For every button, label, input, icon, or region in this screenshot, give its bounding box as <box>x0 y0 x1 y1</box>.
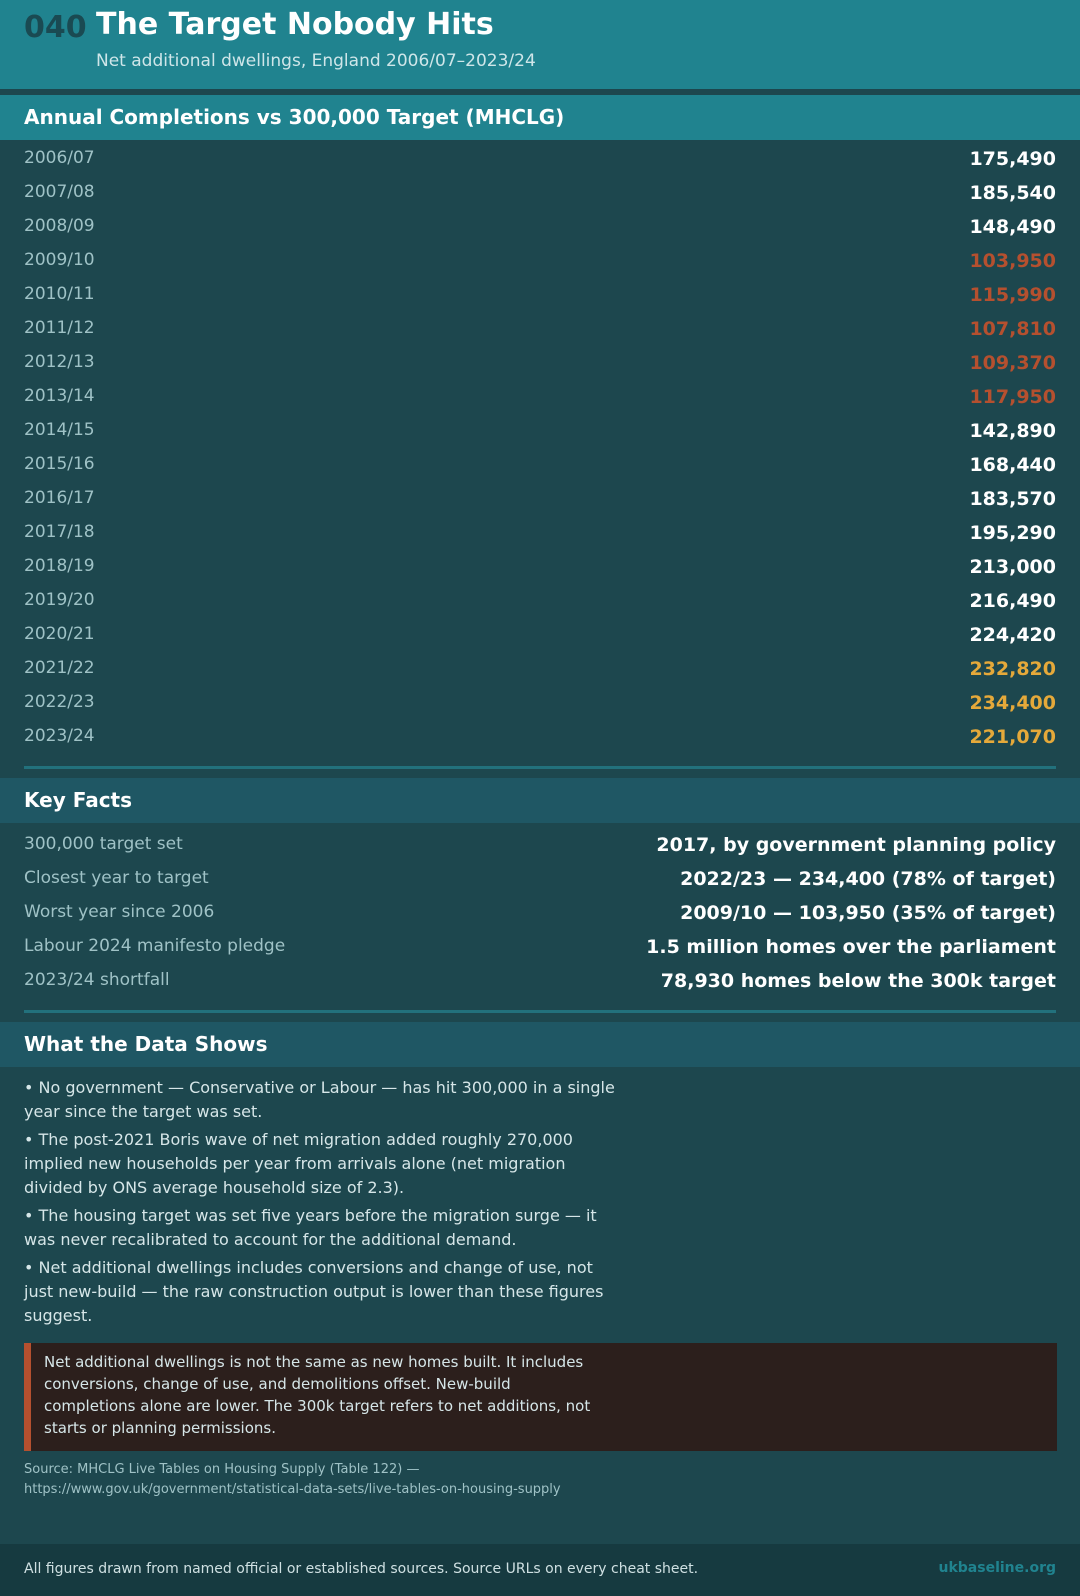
caveat-note-text: Net additional dwellings is not the same as new homes built. It includes conversions, change of use, and demolitions offset. New-build completions alone are lower. The 300k target refers to net additions, not starts or planning permissions. <box>44 1353 591 1437</box>
row-value: 213,000 <box>969 556 1056 578</box>
footer-text: All figures drawn from named official or established sources. Source URLs on every cheat sheet. <box>24 1561 699 1577</box>
bullet-point: • The housing target was set five years before the migration surge — it was never recalibrated to account for the additional demand. <box>24 1206 597 1249</box>
fact-label: 2023/24 shortfall <box>24 970 170 990</box>
table-row <box>24 686 1056 720</box>
row-value: 224,420 <box>969 624 1056 646</box>
completions-heading: Annual Completions vs 300,000 Target (MHCLG) <box>0 95 1080 140</box>
table-row <box>24 210 1056 244</box>
row-year: 2023/24 <box>24 726 95 746</box>
row-value: 148,490 <box>969 216 1056 238</box>
fact-row <box>24 896 1056 930</box>
row-year: 2019/20 <box>24 590 95 610</box>
table-row <box>24 618 1056 652</box>
fact-value: 1.5 million homes over the parliament <box>646 936 1056 958</box>
page-footer <box>0 1544 1080 1596</box>
row-year: 2016/17 <box>24 488 95 508</box>
source-citation: Source: MHCLG Live Tables on Housing Supply (Table 122) — https://www.gov.uk/government/statistical-data-sets/live-tables-on-housing-supply <box>24 1462 561 1497</box>
fact-row <box>24 862 1056 896</box>
fact-value: 2022/23 — 234,400 (78% of target) <box>680 868 1056 890</box>
fact-row <box>24 964 1056 998</box>
row-value: 117,950 <box>969 386 1056 408</box>
table-row <box>24 720 1056 754</box>
table-row <box>24 652 1056 686</box>
row-value: 109,370 <box>969 352 1056 374</box>
section-divider <box>24 766 1056 769</box>
fact-value: 2017, by government planning policy <box>656 834 1056 856</box>
row-value: 195,290 <box>969 522 1056 544</box>
row-value: 221,070 <box>969 726 1056 748</box>
row-value: 107,810 <box>969 318 1056 340</box>
row-value: 115,990 <box>969 284 1056 306</box>
row-value: 142,890 <box>969 420 1056 442</box>
table-row <box>24 414 1056 448</box>
key-facts-table <box>24 828 1056 998</box>
row-year: 2017/18 <box>24 522 95 542</box>
table-row <box>24 550 1056 584</box>
row-value: 103,950 <box>969 250 1056 272</box>
bullet-point: • No government — Conservative or Labour — has hit 300,000 in a single year since the target was set. <box>24 1078 615 1121</box>
row-year: 2015/16 <box>24 454 95 474</box>
table-row <box>24 584 1056 618</box>
bullet-point: • The post-2021 Boris wave of net migration added roughly 270,000 implied new households per year from arrivals alone (net migration divided by ONS average household size of 2.3). <box>24 1130 573 1197</box>
row-year: 2021/22 <box>24 658 95 678</box>
row-year: 2022/23 <box>24 692 95 712</box>
sheet-number: 040 <box>24 10 87 45</box>
row-year: 2008/09 <box>24 216 95 236</box>
fact-label: Labour 2024 manifesto pledge <box>24 936 286 956</box>
row-value: 232,820 <box>969 658 1056 680</box>
row-value: 216,490 <box>969 590 1056 612</box>
row-value: 234,400 <box>969 692 1056 714</box>
table-row <box>24 142 1056 176</box>
fact-value: 2009/10 — 103,950 (35% of target) <box>680 902 1056 924</box>
row-value: 168,440 <box>969 454 1056 476</box>
page-header <box>0 0 1080 89</box>
fact-row <box>24 930 1056 964</box>
row-value: 183,570 <box>969 488 1056 510</box>
row-year: 2012/13 <box>24 352 95 372</box>
table-row <box>24 278 1056 312</box>
row-value: 185,540 <box>969 182 1056 204</box>
row-year: 2011/12 <box>24 318 95 338</box>
table-row <box>24 482 1056 516</box>
section-divider <box>24 1010 1056 1013</box>
bullet-point: • Net additional dwellings includes conversions and change of use, not just new-build — the raw construction output is lower than these figures suggest. <box>24 1258 604 1325</box>
data-shows-bullets <box>24 1076 624 1332</box>
data-shows-heading: What the Data Shows <box>0 1022 1080 1067</box>
row-year: 2010/11 <box>24 284 95 304</box>
row-year: 2009/10 <box>24 250 95 270</box>
row-year: 2013/14 <box>24 386 95 406</box>
row-year: 2006/07 <box>24 148 95 168</box>
row-year: 2020/21 <box>24 624 95 644</box>
table-row <box>24 312 1056 346</box>
page-subtitle: Net additional dwellings, England 2006/07–2023/24 <box>96 51 536 71</box>
table-row <box>24 448 1056 482</box>
fact-value: 78,930 homes below the 300k target <box>660 970 1056 992</box>
row-year: 2014/15 <box>24 420 95 440</box>
page-title: The Target Nobody Hits <box>96 7 494 42</box>
table-row <box>24 176 1056 210</box>
table-row <box>24 380 1056 414</box>
fact-row <box>24 828 1056 862</box>
completions-table <box>24 142 1056 754</box>
row-year: 2018/19 <box>24 556 95 576</box>
row-year: 2007/08 <box>24 182 95 202</box>
row-value: 175,490 <box>969 148 1056 170</box>
fact-label: Worst year since 2006 <box>24 902 215 922</box>
fact-label: 300,000 target set <box>24 834 183 854</box>
table-row <box>24 244 1056 278</box>
table-row <box>24 346 1056 380</box>
footer-brand-link[interactable]: ukbaseline.org <box>938 1560 1056 1576</box>
fact-label: Closest year to target <box>24 868 209 888</box>
caveat-note <box>24 1343 1057 1451</box>
key-facts-heading: Key Facts <box>0 778 1080 823</box>
table-row <box>24 516 1056 550</box>
